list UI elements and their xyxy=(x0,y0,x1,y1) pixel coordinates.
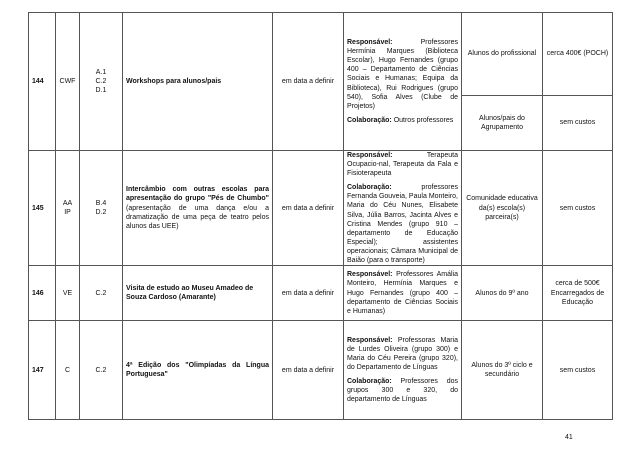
objective-code: D.2 xyxy=(95,209,107,217)
activity-cost: cerca de 500€ Encarregados de Educação xyxy=(543,266,613,321)
responsavel-label: Responsável: xyxy=(347,39,393,47)
participants-cell xyxy=(344,266,462,321)
colaboracao-text: Professores dos grupos 300 e 320, do departamento de Línguas xyxy=(347,378,458,404)
activity-title: Visita de estudo ao Museu Amadeo de Souza Cardoso (Amarante) xyxy=(123,266,273,321)
responsible-code: C xyxy=(56,321,80,420)
responsavel-text: Professores Hermínia Marques (Biblioteca Escolar), Hugo Fernandes (grupo 400 – Departamento de Ciências Sociais e Humanas; Equipa da Biblioteca), Rui Rodrigues (grupo 540), Sofia Alves (Clube de Projetos) xyxy=(347,39,458,110)
activity-number: 147 xyxy=(29,321,56,420)
target-public: Alunos do profissional xyxy=(462,13,543,96)
responsible-code: CWF xyxy=(56,13,80,151)
responsible-code-line: IP xyxy=(64,209,71,217)
participants-cell xyxy=(344,321,462,420)
objective-code: C.2 xyxy=(95,366,107,374)
activity-title-main: Intercâmbio com outras escolas para apresentação do grupo "Pés de Chumbo" xyxy=(126,186,269,203)
activity-title-detail: (apresentação de uma dança e/ou a dramatização de uma peça de teatro pelos alunos das UEE) xyxy=(126,204,269,230)
participants-cell xyxy=(344,151,462,266)
activity-date: em data a definir xyxy=(273,13,344,151)
colaboracao-label: Colaboração: xyxy=(347,378,392,386)
objectives-cell xyxy=(80,266,123,321)
colaboracao-label: Colaboração: xyxy=(347,184,392,192)
responsavel-text: Professores Amália Monteiro, Hermínia Marques e Hugo Fernandes (grupo 400 – departamento de Ciências Sociais e Humanas) xyxy=(347,271,458,315)
page-number: 41 xyxy=(565,434,573,441)
responsavel-label: Responsável: xyxy=(347,152,393,159)
target-public: Alunos do 9º ano xyxy=(462,266,543,321)
participants-cell xyxy=(344,13,462,151)
activity-cost: cerca 400€ (POCH) xyxy=(543,13,613,96)
colaboracao-label: Colaboração: xyxy=(347,116,392,124)
target-public: Alunos do 3º ciclo e secundário xyxy=(462,321,543,420)
responsible-code xyxy=(56,151,80,266)
activity-title xyxy=(123,151,273,266)
activities-table xyxy=(28,12,613,420)
responsavel-label: Responsável: xyxy=(347,336,393,344)
objective-code: C.2 xyxy=(95,77,107,85)
table-row xyxy=(29,321,613,420)
responsavel-text: Professoras Maria de Lurdes Oliveira (grupo 300) e Maria do Céu Pereira (grupo 320), do Departamento de Línguas xyxy=(347,336,458,372)
table-row xyxy=(29,266,613,321)
table-row xyxy=(29,151,613,266)
objective-code: A.1 xyxy=(95,68,107,76)
objective-code: B.4 xyxy=(95,199,107,207)
table-row xyxy=(29,13,613,96)
colaboracao-text: professores Fernanda Gouveia, Paula Monteiro, Maria do Céu Nunes, Elisabete Silva, Júlia Barros, Jacinta Alves e Cristina Mendes (grupo 910 – departamento de Educação Especial); assistentes operacionais; Câmara Municipal de Baião (para o transporte) xyxy=(347,184,458,265)
activity-date: em data a definir xyxy=(273,321,344,420)
target-public: Alunos/pais do Agrupamento xyxy=(462,96,543,151)
target-public: Comunidade educativa da(s) escola(s) parceira(s) xyxy=(462,151,543,266)
activity-date: em data a definir xyxy=(273,266,344,321)
activity-date: em data a definir xyxy=(273,151,344,266)
responsavel-text: Terapeuta Ocupacio-nal, Terapeuta da Fala e Fisioterapeuta xyxy=(347,152,458,178)
activity-number: 144 xyxy=(29,13,56,151)
activity-cost: sem custos xyxy=(543,151,613,266)
objectives-cell xyxy=(80,321,123,420)
activity-number: 145 xyxy=(29,151,56,266)
responsible-code-line: AA xyxy=(62,199,73,207)
activity-number: 146 xyxy=(29,266,56,321)
objectives-cell xyxy=(80,13,123,151)
objectives-cell xyxy=(80,151,123,266)
objective-code: C.2 xyxy=(95,289,107,297)
objective-code: D.1 xyxy=(95,87,107,95)
activity-cost: sem custos xyxy=(543,96,613,151)
activity-title: 4ª Edição dos "Olimpíadas da Língua Portuguesa" xyxy=(123,321,273,420)
responsible-code: VE xyxy=(56,266,80,321)
activity-title: Workshops para alunos/pais xyxy=(123,13,273,151)
activity-cost: sem custos xyxy=(543,321,613,420)
colaboracao-text: Outros professores xyxy=(393,116,454,124)
responsavel-label: Responsável: xyxy=(347,271,393,279)
